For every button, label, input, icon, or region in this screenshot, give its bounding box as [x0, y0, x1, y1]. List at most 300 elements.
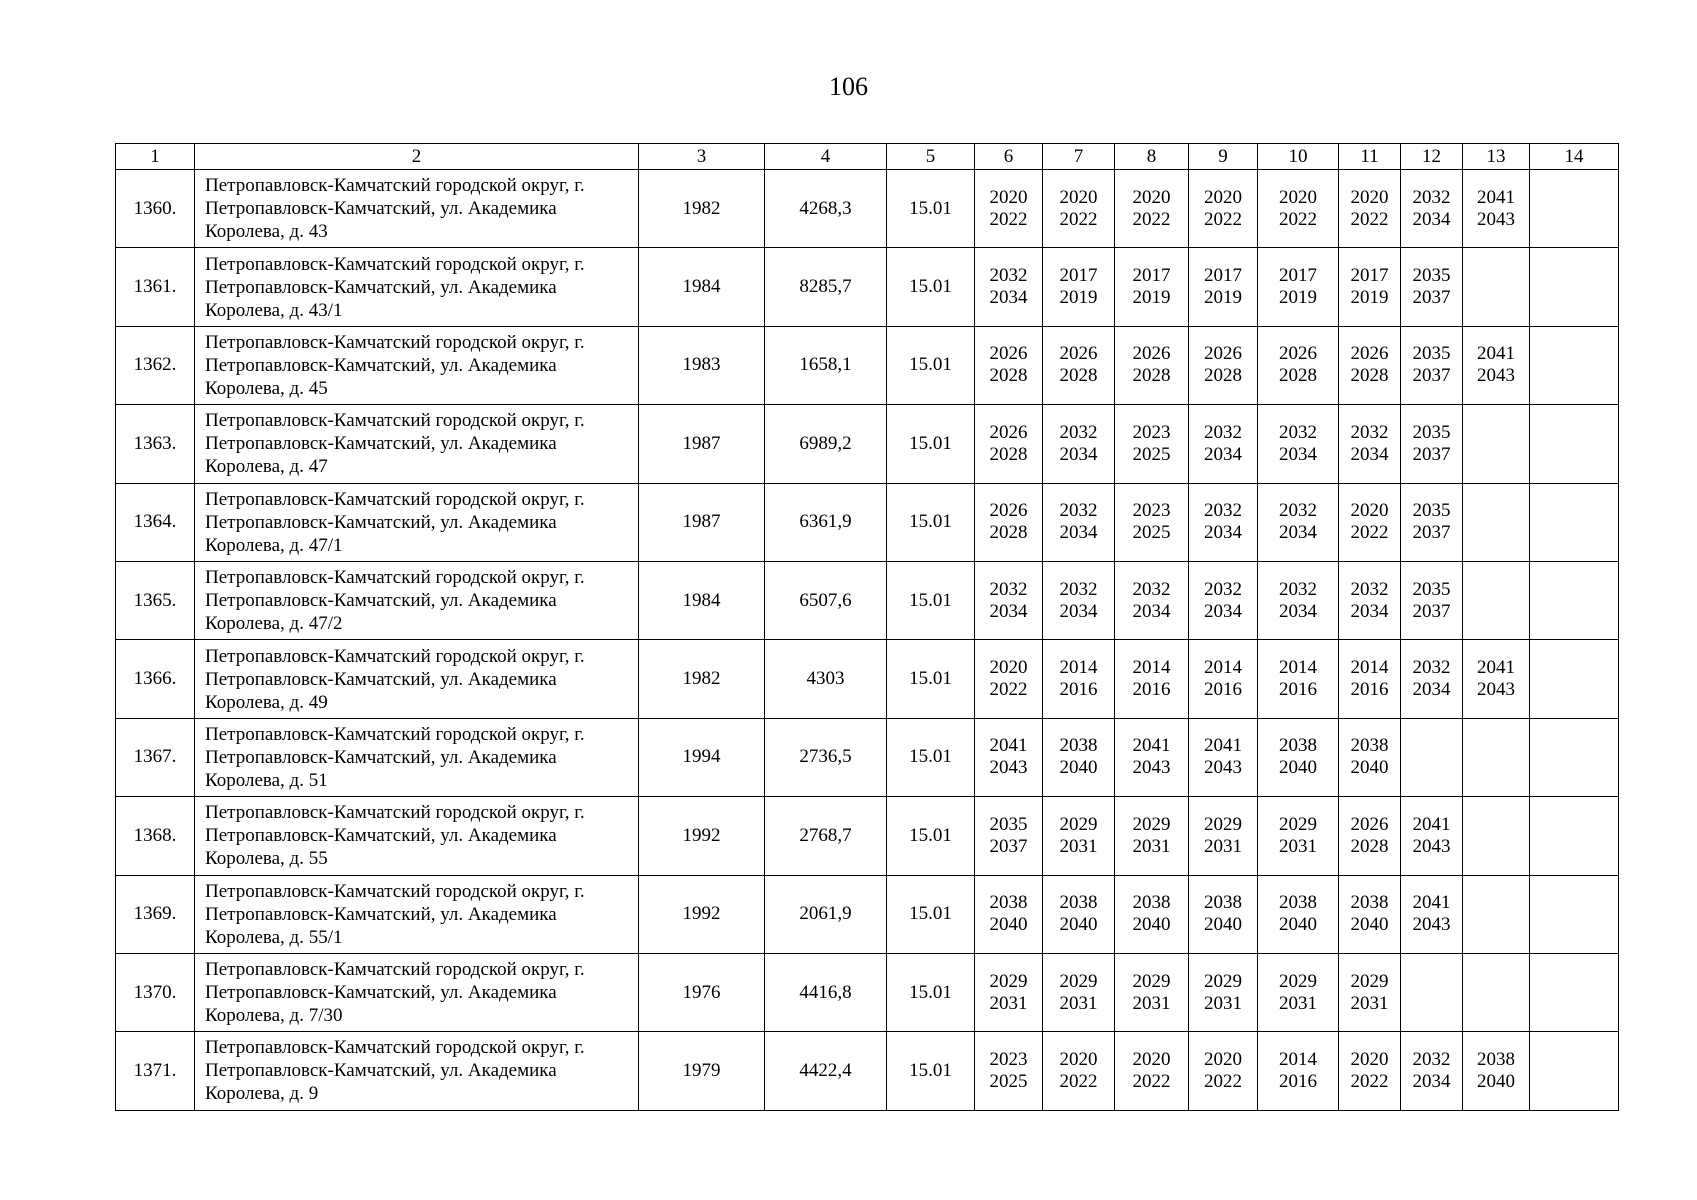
period-start-year: 2038	[1204, 892, 1242, 914]
period-cell	[1258, 326, 1339, 404]
build-year-cell: 1982	[639, 170, 765, 248]
column-number: 7	[1043, 144, 1115, 170]
period-cell	[1043, 718, 1115, 796]
table-row	[116, 718, 1619, 796]
period-cell	[1530, 1032, 1619, 1110]
period-end-year: 2022	[1350, 208, 1389, 230]
build-year-cell: 1994	[639, 718, 765, 796]
period-cell	[1530, 953, 1619, 1031]
table-row	[116, 1032, 1619, 1110]
period-start-year: 2026	[989, 343, 1028, 365]
page-number: 106	[829, 72, 868, 101]
period-cell	[1189, 718, 1258, 796]
period-start-year: 2017	[1350, 265, 1389, 287]
period-cell	[1043, 1032, 1115, 1110]
period-cell	[1339, 640, 1401, 718]
column-number: 14	[1530, 144, 1619, 170]
build-year-cell: 1984	[639, 248, 765, 326]
period-cell	[1401, 326, 1463, 404]
address-cell: Петропавловск-Камчатский городской округ, г. Петропавловск-Камчатский, ул. Академика Королева, д. 49	[195, 640, 639, 718]
period-cell	[1115, 248, 1189, 326]
period-end-year: 2031	[1279, 992, 1317, 1014]
period-end-year: 2025	[989, 1070, 1028, 1092]
period-end-year: 2040	[1477, 1070, 1515, 1092]
period-start-year: 2032	[1204, 500, 1242, 522]
period-cell	[1115, 640, 1189, 718]
period-end-year: 2037	[1412, 287, 1451, 309]
build-year-cell: 1987	[639, 483, 765, 561]
row-number-cell: 1366.	[116, 640, 195, 718]
period-start-year: 2032	[1412, 657, 1451, 679]
address-cell: Петропавловск-Камчатский городской округ, г. Петропавловск-Камчатский, ул. Академика Королева, д. 9	[195, 1032, 639, 1110]
period-end-year: 2034	[989, 600, 1028, 622]
period-start-year: 2032	[1350, 421, 1389, 443]
period-start-year: 2026	[1132, 343, 1171, 365]
period-start-year: 2023	[1132, 500, 1171, 522]
period-end-year: 2034	[1059, 600, 1098, 622]
period-cell	[1189, 797, 1258, 875]
period-end-year: 2034	[989, 287, 1028, 309]
period-cell	[1339, 326, 1401, 404]
period-cell	[1339, 170, 1401, 248]
period-start-year: 2026	[1204, 343, 1242, 365]
period-start-year: 2014	[1279, 657, 1317, 679]
period-start-year: 2029	[1279, 813, 1317, 835]
period-cell	[1115, 953, 1189, 1031]
period-end-year: 2037	[1412, 522, 1451, 544]
period-start-year: 2029	[1350, 970, 1389, 992]
period-cell	[1401, 483, 1463, 561]
period-end-year: 2022	[1059, 1070, 1098, 1092]
period-cell	[1401, 797, 1463, 875]
period-start-year: 2038	[1477, 1048, 1515, 1070]
period-end-year: 2031	[1132, 992, 1171, 1014]
period-cell	[1463, 248, 1530, 326]
period-start-year: 2041	[1204, 735, 1242, 757]
period-start-year: 2032	[1279, 500, 1317, 522]
period-end-year: 2022	[1350, 522, 1389, 544]
period-cell	[1043, 561, 1115, 639]
period-cell	[1401, 1032, 1463, 1110]
period-start-year: 2032	[1132, 578, 1171, 600]
period-cell	[1189, 170, 1258, 248]
period-end-year: 2022	[989, 679, 1028, 701]
build-year-cell: 1983	[639, 326, 765, 404]
period-cell	[1115, 797, 1189, 875]
period-end-year: 2028	[1132, 365, 1171, 387]
period-cell	[1530, 875, 1619, 953]
period-start-year: 2020	[1204, 1048, 1242, 1070]
period-cell	[1401, 875, 1463, 953]
area-cell: 4303	[765, 640, 887, 718]
period-end-year: 2031	[989, 992, 1028, 1014]
period-start-year: 2029	[1132, 813, 1171, 835]
period-start-year: 2014	[1279, 1048, 1317, 1070]
table-row	[116, 797, 1619, 875]
period-start-year: 2032	[989, 578, 1028, 600]
period-start-year: 2035	[1412, 500, 1451, 522]
period-start-year: 2032	[1412, 1048, 1451, 1070]
address-cell: Петропавловск-Камчатский городской округ, г. Петропавловск-Камчатский, ул. Академика Королева, д. 47/1	[195, 483, 639, 561]
period-start-year: 2020	[989, 186, 1028, 208]
period-end-year: 2034	[1350, 600, 1389, 622]
period-cell	[1339, 797, 1401, 875]
period-end-year: 2037	[1412, 365, 1451, 387]
row-number-cell: 1360.	[116, 170, 195, 248]
period-end-year: 2040	[1132, 914, 1171, 936]
period-start-year: 2020	[1204, 186, 1242, 208]
period-cell	[975, 953, 1043, 1031]
period-cell	[1463, 953, 1530, 1031]
period-cell	[1258, 797, 1339, 875]
column-number: 9	[1189, 144, 1258, 170]
period-end-year: 2031	[1059, 835, 1098, 857]
period-end-year: 2043	[1477, 679, 1515, 701]
period-end-year: 2034	[1279, 443, 1317, 465]
column-number: 4	[765, 144, 887, 170]
period-start-year: 2023	[1132, 421, 1171, 443]
period-end-year: 2031	[1204, 992, 1242, 1014]
period-cell	[1530, 640, 1619, 718]
period-end-year: 2040	[1279, 914, 1317, 936]
period-end-year: 2040	[1350, 757, 1389, 779]
period-start-year: 2041	[1132, 735, 1171, 757]
area-cell: 2061,9	[765, 875, 887, 953]
period-cell	[1258, 170, 1339, 248]
period-start-year: 2020	[1132, 186, 1171, 208]
period-start-year: 2032	[1204, 421, 1242, 443]
period-end-year: 2031	[1350, 992, 1389, 1014]
period-cell	[1189, 248, 1258, 326]
period-end-year: 2034	[1059, 522, 1098, 544]
period-cell	[975, 640, 1043, 718]
period-start-year: 2020	[1059, 186, 1098, 208]
period-start-year: 2020	[1350, 186, 1389, 208]
period-cell	[1339, 405, 1401, 483]
column-number-row	[116, 144, 1619, 170]
period-end-year: 2034	[1204, 443, 1242, 465]
period-end-year: 2034	[1412, 208, 1451, 230]
row-number-cell: 1364.	[116, 483, 195, 561]
period-start-year: 2017	[1204, 265, 1242, 287]
period-end-year: 2019	[1204, 287, 1242, 309]
period-cell	[1530, 483, 1619, 561]
period-cell	[1530, 797, 1619, 875]
period-cell	[1043, 797, 1115, 875]
period-start-year: 2017	[1059, 265, 1098, 287]
period-end-year: 2034	[1279, 600, 1317, 622]
period-start-year: 2020	[1279, 186, 1317, 208]
period-end-year: 2040	[1059, 757, 1098, 779]
period-end-year: 2043	[1412, 914, 1451, 936]
period-end-year: 2040	[1204, 914, 1242, 936]
period-end-year: 2028	[989, 522, 1028, 544]
period-start-year: 2038	[989, 892, 1028, 914]
build-year-cell: 1979	[639, 1032, 765, 1110]
period-cell	[1258, 483, 1339, 561]
period-cell	[1463, 170, 1530, 248]
period-start-year: 2014	[1059, 657, 1098, 679]
period-end-year: 2028	[1279, 365, 1317, 387]
period-cell	[1043, 248, 1115, 326]
period-start-year: 2041	[989, 735, 1028, 757]
period-cell	[975, 405, 1043, 483]
period-cell	[1463, 483, 1530, 561]
period-start-year: 2026	[1279, 343, 1317, 365]
table-body	[116, 170, 1619, 1111]
work-code-cell: 15.01	[887, 405, 975, 483]
period-cell	[1258, 1032, 1339, 1110]
period-cell	[975, 718, 1043, 796]
period-end-year: 2028	[1059, 365, 1098, 387]
address-cell: Петропавловск-Камчатский городской округ, г. Петропавловск-Камчатский, ул. Академика Королева, д. 55	[195, 797, 639, 875]
period-start-year: 2026	[1350, 343, 1389, 365]
address-cell: Петропавловск-Камчатский городской округ, г. Петропавловск-Камчатский, ул. Академика Королева, д. 47	[195, 405, 639, 483]
period-end-year: 2043	[1204, 757, 1242, 779]
period-end-year: 2016	[1204, 679, 1242, 701]
period-start-year: 2032	[1059, 500, 1098, 522]
period-end-year: 2022	[1279, 208, 1317, 230]
area-cell: 4416,8	[765, 953, 887, 1031]
period-start-year: 2020	[1059, 1048, 1098, 1070]
work-code-cell: 15.01	[887, 1032, 975, 1110]
period-end-year: 2022	[1204, 1070, 1242, 1092]
build-year-cell: 1984	[639, 561, 765, 639]
period-start-year: 2041	[1477, 657, 1515, 679]
period-cell	[1115, 483, 1189, 561]
period-start-year: 2038	[1279, 735, 1317, 757]
period-start-year: 2032	[1350, 578, 1389, 600]
period-start-year: 2035	[1412, 343, 1451, 365]
area-cell: 2768,7	[765, 797, 887, 875]
period-start-year: 2032	[1059, 421, 1098, 443]
period-end-year: 2028	[1204, 365, 1242, 387]
work-code-cell: 15.01	[887, 326, 975, 404]
period-cell	[1530, 718, 1619, 796]
period-cell	[1339, 953, 1401, 1031]
row-number-cell: 1361.	[116, 248, 195, 326]
period-start-year: 2026	[989, 500, 1028, 522]
build-year-cell: 1987	[639, 405, 765, 483]
period-cell	[1463, 797, 1530, 875]
period-start-year: 2041	[1412, 892, 1451, 914]
column-number: 5	[887, 144, 975, 170]
period-start-year: 2032	[1059, 578, 1098, 600]
column-number: 2	[195, 144, 639, 170]
work-code-cell: 15.01	[887, 640, 975, 718]
period-end-year: 2028	[989, 365, 1028, 387]
period-cell	[1189, 953, 1258, 1031]
period-cell	[1401, 170, 1463, 248]
column-number: 12	[1401, 144, 1463, 170]
build-year-cell: 1982	[639, 640, 765, 718]
row-number-cell: 1368.	[116, 797, 195, 875]
area-cell: 4268,3	[765, 170, 887, 248]
period-cell	[1401, 718, 1463, 796]
address-cell: Петропавловск-Камчатский городской округ, г. Петропавловск-Камчатский, ул. Академика Королева, д. 51	[195, 718, 639, 796]
area-cell: 8285,7	[765, 248, 887, 326]
period-cell	[1189, 640, 1258, 718]
period-end-year: 2016	[1279, 1070, 1317, 1092]
period-start-year: 2026	[1350, 813, 1389, 835]
period-cell	[1530, 405, 1619, 483]
period-cell	[1189, 405, 1258, 483]
period-cell	[975, 561, 1043, 639]
period-start-year: 2029	[1132, 970, 1171, 992]
period-start-year: 2014	[1132, 657, 1171, 679]
period-cell	[1115, 718, 1189, 796]
period-cell	[1115, 875, 1189, 953]
period-cell	[1463, 875, 1530, 953]
period-cell	[1463, 640, 1530, 718]
period-start-year: 2041	[1477, 186, 1515, 208]
period-end-year: 2040	[1279, 757, 1317, 779]
table-row	[116, 483, 1619, 561]
period-start-year: 2041	[1477, 343, 1515, 365]
work-code-cell: 15.01	[887, 953, 975, 1031]
period-cell	[1258, 875, 1339, 953]
column-number: 10	[1258, 144, 1339, 170]
period-end-year: 2034	[1350, 443, 1389, 465]
table-row	[116, 326, 1619, 404]
period-cell	[1463, 561, 1530, 639]
row-number-cell: 1363.	[116, 405, 195, 483]
period-end-year: 2016	[1279, 679, 1317, 701]
period-cell	[975, 326, 1043, 404]
period-start-year: 2032	[989, 265, 1028, 287]
period-end-year: 2016	[1132, 679, 1171, 701]
period-start-year: 2029	[1059, 813, 1098, 835]
work-code-cell: 15.01	[887, 718, 975, 796]
period-cell	[1258, 953, 1339, 1031]
period-start-year: 2023	[989, 1048, 1028, 1070]
period-cell	[1530, 248, 1619, 326]
address-cell: Петропавловск-Камчатский городской округ, г. Петропавловск-Камчатский, ул. Академика Королева, д. 55/1	[195, 875, 639, 953]
period-start-year: 2020	[1350, 1048, 1389, 1070]
period-end-year: 2022	[1132, 1070, 1171, 1092]
area-cell: 1658,1	[765, 326, 887, 404]
period-cell	[1530, 170, 1619, 248]
address-cell: Петропавловск-Камчатский городской округ, г. Петропавловск-Камчатский, ул. Академика Королева, д. 43/1	[195, 248, 639, 326]
period-end-year: 2043	[1477, 208, 1515, 230]
row-number-cell: 1370.	[116, 953, 195, 1031]
work-code-cell: 15.01	[887, 797, 975, 875]
period-cell	[1530, 561, 1619, 639]
period-end-year: 2034	[1412, 679, 1451, 701]
period-start-year: 2014	[1204, 657, 1242, 679]
period-end-year: 2040	[1350, 914, 1389, 936]
period-end-year: 2031	[1279, 835, 1317, 857]
period-start-year: 2035	[1412, 265, 1451, 287]
table-row	[116, 170, 1619, 248]
period-end-year: 2043	[1477, 365, 1515, 387]
period-cell	[1043, 875, 1115, 953]
column-number: 8	[1115, 144, 1189, 170]
row-number-cell: 1369.	[116, 875, 195, 953]
table-row	[116, 405, 1619, 483]
period-end-year: 2043	[1412, 835, 1451, 857]
period-end-year: 2034	[1059, 443, 1098, 465]
work-code-cell: 15.01	[887, 483, 975, 561]
address-cell: Петропавловск-Камчатский городской округ, г. Петропавловск-Камчатский, ул. Академика Королева, д. 7/30	[195, 953, 639, 1031]
row-number-cell: 1365.	[116, 561, 195, 639]
period-start-year: 2029	[1279, 970, 1317, 992]
period-cell	[1339, 483, 1401, 561]
period-start-year: 2020	[1132, 1048, 1171, 1070]
period-cell	[1258, 640, 1339, 718]
period-cell	[1463, 1032, 1530, 1110]
column-number: 6	[975, 144, 1043, 170]
period-start-year: 2026	[989, 421, 1028, 443]
period-cell	[1401, 248, 1463, 326]
period-cell	[1043, 640, 1115, 718]
period-cell	[1189, 1032, 1258, 1110]
period-cell	[1339, 875, 1401, 953]
period-cell	[1043, 405, 1115, 483]
period-end-year: 2031	[1204, 835, 1242, 857]
period-cell	[975, 248, 1043, 326]
period-end-year: 2034	[1279, 522, 1317, 544]
period-cell	[1043, 326, 1115, 404]
period-start-year: 2029	[1059, 970, 1098, 992]
address-cell: Петропавловск-Камчатский городской округ, г. Петропавловск-Камчатский, ул. Академика Королева, д. 43	[195, 170, 639, 248]
period-end-year: 2016	[1059, 679, 1098, 701]
period-end-year: 2019	[1132, 287, 1171, 309]
period-start-year: 2029	[1204, 813, 1242, 835]
column-number: 1	[116, 144, 195, 170]
period-cell	[1339, 248, 1401, 326]
period-cell	[1115, 326, 1189, 404]
period-start-year: 2032	[1279, 578, 1317, 600]
period-end-year: 2019	[1350, 287, 1389, 309]
period-end-year: 2019	[1059, 287, 1098, 309]
area-cell: 2736,5	[765, 718, 887, 796]
build-year-cell: 1992	[639, 875, 765, 953]
table-row	[116, 248, 1619, 326]
period-cell	[1339, 1032, 1401, 1110]
work-code-cell: 15.01	[887, 561, 975, 639]
period-cell	[1339, 718, 1401, 796]
period-cell	[1258, 405, 1339, 483]
area-cell: 6507,6	[765, 561, 887, 639]
period-cell	[975, 875, 1043, 953]
period-start-year: 2038	[1059, 892, 1098, 914]
table-row	[116, 875, 1619, 953]
period-end-year: 2034	[1204, 600, 1242, 622]
period-cell	[1115, 1032, 1189, 1110]
area-cell: 6361,9	[765, 483, 887, 561]
period-start-year: 2032	[1204, 578, 1242, 600]
period-start-year: 2014	[1350, 657, 1389, 679]
table-row	[116, 561, 1619, 639]
table-row	[116, 953, 1619, 1031]
row-number-cell: 1362.	[116, 326, 195, 404]
period-start-year: 2032	[1412, 186, 1451, 208]
period-end-year: 2019	[1279, 287, 1317, 309]
period-start-year: 2017	[1279, 265, 1317, 287]
period-end-year: 2034	[1204, 522, 1242, 544]
period-cell	[1258, 248, 1339, 326]
period-cell	[1401, 953, 1463, 1031]
period-cell	[1463, 718, 1530, 796]
period-start-year: 2020	[989, 657, 1028, 679]
period-cell	[1401, 640, 1463, 718]
period-end-year: 2040	[1059, 914, 1098, 936]
period-cell	[975, 797, 1043, 875]
period-cell	[1258, 718, 1339, 796]
work-code-cell: 15.01	[887, 248, 975, 326]
build-year-cell: 1976	[639, 953, 765, 1031]
